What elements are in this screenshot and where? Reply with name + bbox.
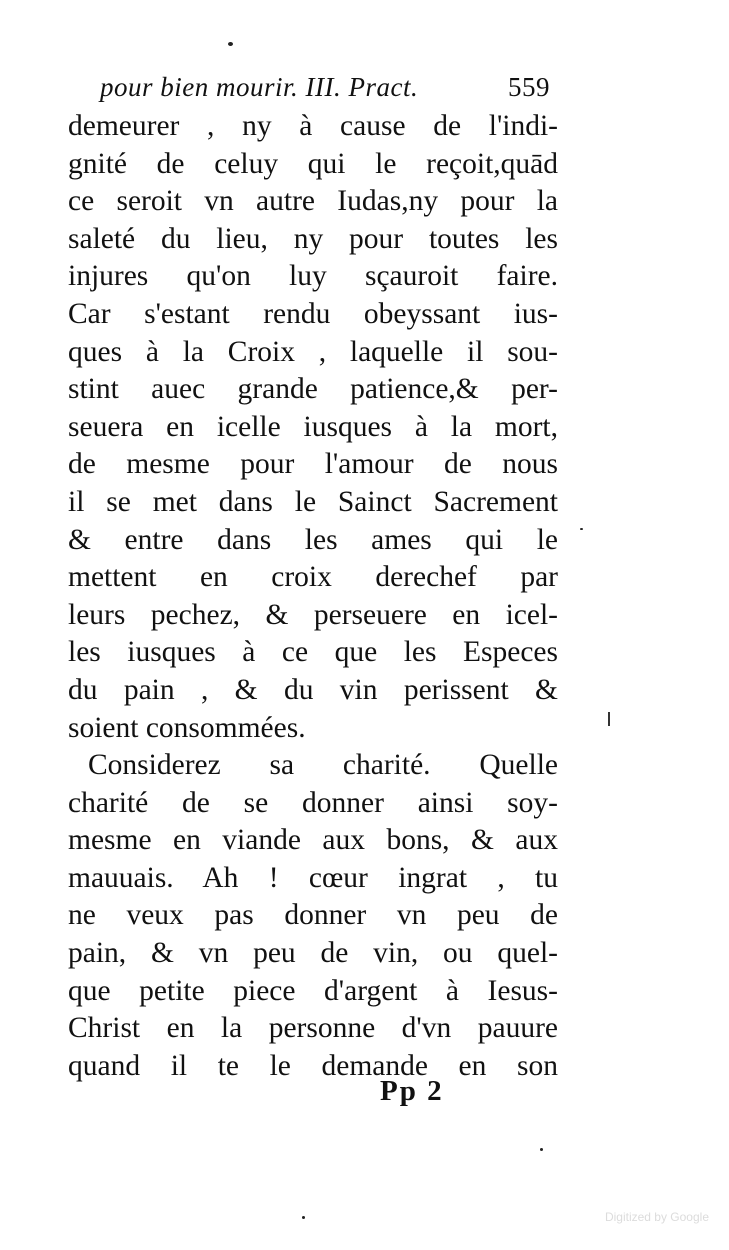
text-line: & entre dans les ames qui le <box>68 523 558 556</box>
body-text <box>68 108 558 1085</box>
text-line: du pain , & du vin perissent & <box>68 673 558 706</box>
text-line: Christ en la personne d'vn pauure <box>68 1012 558 1045</box>
text-line: saleté du lieu, ny pour toutes les <box>68 222 558 255</box>
text-line: ne veux pas donner vn peu de <box>68 899 558 932</box>
text-line: quand il te le demande en son <box>68 1049 558 1082</box>
running-title: pour bien mourir. III. Pract. <box>100 72 419 102</box>
text-line: les iusques à ce que les Especes <box>68 636 558 669</box>
paragraph-start-line: Considerez sa charité. Quelle <box>88 749 558 782</box>
text-line: stint auec grande patience,& per- <box>68 373 558 406</box>
text-line: charité de se donner ainsi soy- <box>68 786 558 819</box>
running-header <box>100 72 550 103</box>
text-line: Car s'estant rendu obeyssant ius- <box>68 297 558 330</box>
text-line: seuera en icelle iusques à la mort, <box>68 410 558 443</box>
text-line: ques à la Croix , laquelle il sou- <box>68 335 558 368</box>
text-line: pain, & vn peu de vin, ou quel- <box>68 937 558 970</box>
text-line: que petite piece d'argent à Iesus- <box>68 974 558 1007</box>
ink-speck <box>228 42 233 46</box>
text-line: il se met dans le Sainct Sacrement <box>68 485 558 518</box>
text-line: leurs pechez, & perseuere en icel- <box>68 598 558 631</box>
signature-mark: Pp 2 <box>380 1075 444 1107</box>
watermark: Digitized by Google <box>604 1210 709 1224</box>
text-line: mauuais. Ah ! cœur ingrat , tu <box>68 861 558 894</box>
text-line: soient consommées. <box>68 711 306 744</box>
text-line: gnité de celuy qui le reçoit,quād <box>68 147 558 180</box>
ink-speck <box>302 1216 305 1219</box>
text-line: injures qu'on luy sçauroit faire. <box>68 260 558 293</box>
text-line: mesme en viande aux bons, & aux <box>68 824 558 857</box>
margin-mark <box>608 712 610 726</box>
text-line: mettent en croix derechef par <box>68 561 558 594</box>
page-number: 559 <box>508 72 550 102</box>
text-line: de mesme pour l'amour de nous <box>68 448 558 481</box>
text-line: demeurer , ny à cause de l'indi- <box>68 110 558 142</box>
ink-speck <box>580 528 583 530</box>
text-line: ce seroit vn autre Iudas,ny pour la <box>68 185 558 218</box>
ink-speck <box>540 1148 543 1151</box>
